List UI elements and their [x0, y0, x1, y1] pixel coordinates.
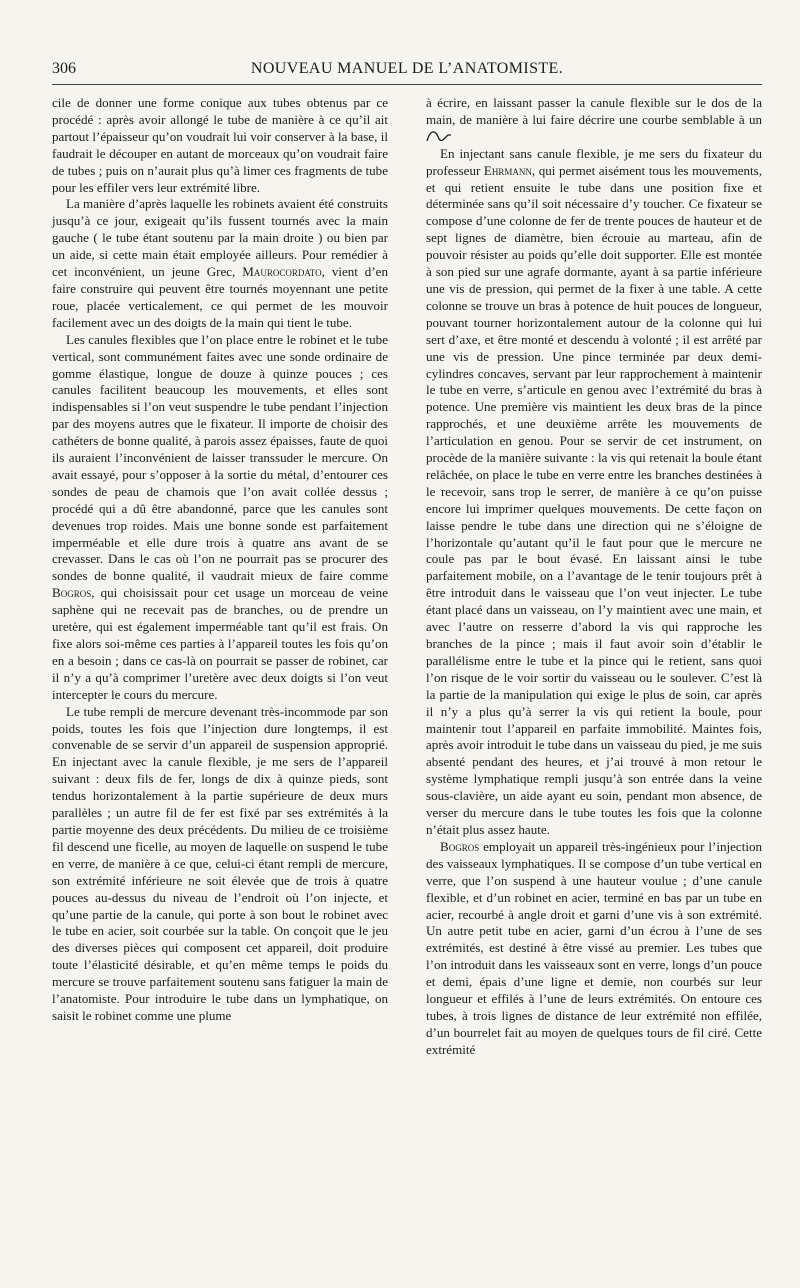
paragraph	[52, 95, 388, 196]
paragraph	[52, 196, 388, 331]
left-column	[52, 95, 388, 1025]
page-number: 306	[52, 60, 76, 77]
paragraph	[426, 95, 762, 146]
paragraph-text: Les canules flexibles que l’on place entre le robinet et le tube vertical, sont communément faites avec une sonde ordinaire de gomme élastique, longue de douze à quinze pouces ; ces canules facilitent beaucoup les mouvements, et elles sont indispensables si l’on veut suspendre le tube pendant l’injection par des moyens autres que le fixateur. Il importe de choisir des cathéters de bonne qualité, à parois assez épaisses, faute de quoi ils auraient l’inconvénient de laisser transsuder le mercure. On avait essayé, pour s’opposer à la sortie du métal, d’entourer ces sondes de peau de chamois que l’on avait collée dessus ; procédé qui a dû être abandonné, parce que les canules sont devenues trop roides. Mais une bonne sonde est parfaitement imperméable et elle dure trois à quatre ans avant de se crevasser. Dans le cas où l’on ne pourrait pas se procurer des sondes de bonne qualité, il vaudrait mieux de faire comme	[52, 331, 388, 584]
person-name: Bogros	[440, 838, 480, 854]
paragraph-text: En injectant sans canule flexible, je me sers du fixateur du professeur	[426, 145, 762, 178]
curve-glyph-icon	[426, 130, 452, 142]
paragraph-text: cile de donner une forme conique aux tubes obtenus par ce procédé : après avoir allongé le tube de manière à ce qu’il ait partout l’épaisseur qu’on voudrait lui voir conserver à la base, il faudrait le découper en autant de morceaux qu’on voudrait faire de tubes ; puis on n’aurait plus qu’à limer ces fragments de tube pour les effiler vers leur extrémité libre.	[52, 95, 388, 195]
paragraph-text: Le tube rempli de mercure devenant très-incommode par son poids, toutes les fois que l’injection dure longtemps, il est convenable de se servir d’un appareil de suspension approprié. En injectant avec la canule flexible, je me sers de l’appareil suivant : deux fils de fer, longs de dix à quinze pieds, sont tendus horizontalement à la partie supérieure de deux murs parallèles ; un autre fil de fer est fixé par ses extrémités à la partie moyenne des deux précédents. Du milieu de ce troisième fil descend une ficelle, au moyen de laquelle on suspend le tube en verre, de manière à ce que, celui-ci étant rempli de mercure, son extrémité inférieure ne soit élevée que de trois à quatre pouces au-dessus du niveau de l’endroit où l’on injecte, et qu’une partie de la canule, qui porte à son bout le robinet avec le tube en acier, soit courbée sur la table. On conçoit que le jeu des diverses pièces qui composent cet appareil, doit produire toute l’élasticité désirable, et qu’en même temps le poids du mercure se trouve parfaitement soutenu sans fatiguer la main de l’anatomiste. Pour introduire le tube dans un lymphatique, on saisit le robinet comme une plume	[52, 703, 388, 1023]
paragraph-text: , qui permet aisément tous les mouvements, et qui retient ensuite le tube dans une position fixe et déterminée sans qu’il soit nécessaire d’y toucher. Ce fixateur se compose d’une colonne de fer de trente pouces de hauteur et de sept lignes de diamètre, bien écrouie au marteau, afin de pouvoir résister au poids qu’elle doit supporter. Elle est montée à son pied sur une agrafe dormante, ayant à sa partie inférieure une vis de pression, qui permet de la fixer à une table. A cette colonne se trouve un bras à potence de huit pouces de longueur, pouvant tourner horizontalement autour de la colonne qui lui sert d’axe, et être monté et descendu à volonté ; il est arrêté par une vis de pression. Une pince terminée par deux demi-cylindres concaves, servant par leur rapprochement à maintenir le tube en verre, s’articule en genou avec l’extrémité du bras à potence. Une première vis maintient les deux bras de la pince rapprochés, et une deuxième arrête les mouvements de l’articulation en genou. Pour se servir de cet instrument, on procède de la manière suivante : la vis qui retenait la boule étant relâchée, on place le tube en verre entre les branches destinées à le recevoir, sans trop le serrer, de manière à ce qu’on puisse encore lui imprimer quelques mouvements. De cette façon on laisse pendre le tube dans une direction qui ne s’éloigne de l’horizontale qu’autant qu’il le faut pour que le mercure ne coule pas par le bout évasé. En laissant ainsi le tube parfaitement mobile, on a l’avantage de le tenir toujours prêt à être introduit dans le vaisseau que l’on veut injecter. Le tube étant placé dans un vaisseau, on l’y maintient avec une main, et avec l’autre on resserre d’abord la vis qui rapproche les branches de la pince ; mais il faut avoir soin d’établir le parallélisme entre le tube et la pince qui le retient, sans quoi l’on risque de le voir sortir du vaisseau ou le soulever. C’est là la partie de la manipulation qui exige le plus de soin, car après il n’y a plus qu’à serrer la vis qui retient la boule, pour maintenir tout l’appareil en parfaite immobilité. Maintes fois, après avoir introduit le tube dans un vaisseau du pied, je me suis absenté pendant des heures, et j’ai trouvé à mon retour le système lymphatique rempli jusqu’à son entrée dans la veine sous-clavière, un aide ayant eu soin, pendant mon absence, de verser du mercure dans le tube toutes les fois que la colonne n’était plus assez haute.	[426, 162, 763, 837]
paragraph-text: à écrire, en laissant passer la canule flexible sur le dos de la main, de manière à lui faire décrire une courbe semblable à un	[426, 95, 762, 127]
paragraph-text: , vient d’en faire construire qui peuvent être tournés moyennant une petite roue, placée verticalement, ce qui permet de les mouvoir facilement avec un des doigts de la main qui tient le tube.	[52, 264, 388, 330]
paragraph-text: La manière d’après laquelle les robinets avaient été construits jusqu’à ce jour, exigeait qu’ils fussent tournés avec la main gauche ( le tube étant soutenu par la main droite ) ou bien par un aide, si cette main était employée ailleurs. Pour remédier à cet inconvénient, un jeune Grec,	[52, 196, 388, 280]
paragraph-text: employait un appareil très-ingénieux pour l’injection des vaisseaux lymphatiques. Il se compose d’un tube vertical en verre, que l’on suspend à une hauteur voulue ; d’une canule flexible, et d’un robinet en acier, terminé en bas par un tube en acier, recourbé à angle droit et garni d’une vis à son extrémité. Un autre petit tube en acier, garni d’un écrou à l’une de ses extrémités, est destiné à être vissé au premier. Les tubes que l’on introduit dans les vaisseaux sont en verre, longs d’un pouce et demi, épais d’une ligne et demie, non courbés sur leur longueur et effilés à l’une de leurs extrémités. On entoure ces tubes, à trois lignes de distance de leur extrémité non effilée, d’un bourrelet fait au moyen de quelques tours de fil ciré. Cette extrémité	[426, 838, 763, 1057]
paragraph	[426, 839, 762, 1059]
paragraph	[426, 146, 762, 839]
person-name: Bogros	[52, 585, 92, 601]
page-title: NOUVEAU MANUEL DE L’ANATOMISTE.	[250, 60, 564, 77]
person-name: Ehrmann	[483, 162, 532, 178]
header-rule	[52, 84, 762, 85]
running-head	[52, 60, 762, 82]
person-name: Maurocordato	[242, 264, 322, 280]
paragraph	[52, 332, 388, 704]
paragraph-text: , qui choisissait pour cet usage un morceau de veine saphène qui ne recevait pas de branches, ou de prendre un uretère, qui est également imperméable tant qu’il est frais. On fixe alors soi-même ces parties à l’appareil toutes les fois qu’on en a besoin ; dans ce cas-là on pourrait se passer de robinet, car il n’y a qu’à comprimer l’uretère avec deux doigts si l’on veut intercepter le cours du mercure.	[52, 585, 388, 702]
right-column	[426, 95, 762, 1059]
paragraph	[52, 704, 388, 1025]
